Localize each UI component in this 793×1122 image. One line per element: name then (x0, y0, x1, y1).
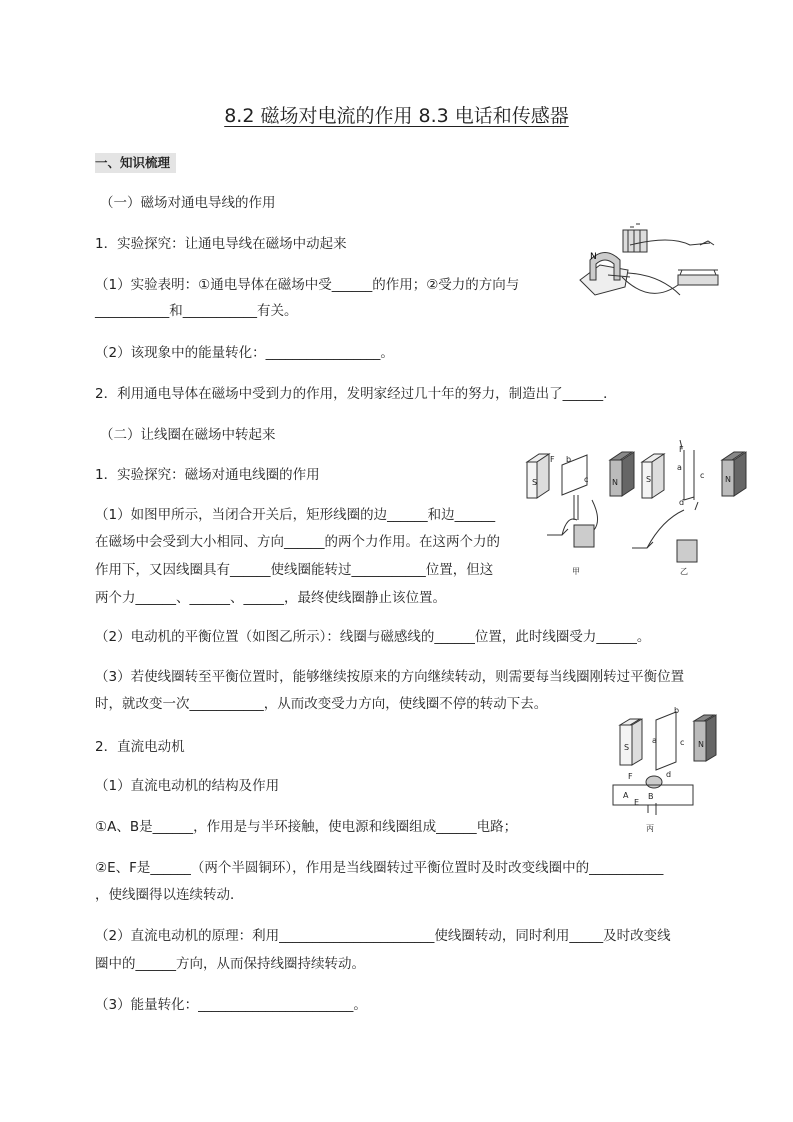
line-12: 两个力______、______、______，最终使线圈静止该位置。 (95, 590, 446, 606)
line-3: （1）实验表明：①通电导体在磁场中受______的作用；②受力的方向与 (95, 277, 520, 293)
line-22: 圈中的______方向，从而保持线圈持续转动。 (95, 956, 365, 972)
fig3-N: N (698, 740, 704, 749)
line-18: ①A、B是______，作用是与半环接触，使电源和线圈组成______电路； (95, 819, 518, 835)
figure-apparatus (570, 215, 730, 310)
fig3-F: F (628, 772, 633, 781)
line-7: （二）让线圈在磁场中转起来 (100, 427, 276, 443)
line-19: ②E、F是______（两个半圆铜环），作用是当线圈转过平衡位置时及时改变线圈中的___________ (95, 860, 664, 876)
line-16: 2．直流电动机 (95, 739, 185, 755)
fig2-F: F (550, 455, 555, 464)
line-23: （3）能量转化：_______________________。 (95, 997, 367, 1013)
fig3-S: S (624, 743, 630, 752)
fig2-b: b (566, 455, 572, 464)
section-heading: 一、知识梳理 (95, 153, 176, 173)
fig3-b: b (674, 706, 680, 715)
line-9: （1）如图甲所示，当闭合开关后，矩形线圈的边______和边______ (95, 507, 496, 523)
fig2-a: a (677, 463, 682, 472)
fig2-label-yi: 乙 (680, 567, 688, 576)
fig3-A: A (623, 791, 629, 800)
figure-dc-motor (608, 705, 728, 835)
page-title: 8.2 磁场对电流的作用 8.3 电话和传感器 (224, 105, 569, 127)
fig3-a: a (652, 736, 657, 745)
fig1-N: N (590, 252, 597, 262)
line-1: （一）磁场对通电导线的作用 (100, 195, 276, 211)
line-20: ，使线圈得以连续转动． (95, 887, 244, 903)
line-11: 作用下，又因线圈具有______使线圈能转过___________位置，但这 (95, 562, 494, 578)
figure-coil-jia-yi (522, 440, 747, 580)
line-8: 1．实验探究：磁场对通电线圈的作用 (95, 467, 320, 483)
fig2-N2: N (725, 475, 731, 484)
fig2-label-jia: 甲 (572, 567, 580, 576)
line-17: （1）直流电动机的结构及作用 (95, 778, 280, 794)
fig3-E: E (634, 798, 640, 807)
fig3-c: c (680, 738, 685, 747)
line-21: （2）直流电动机的原理：利用_______________________使线圈转动，同时利用_____及时改变线 (95, 928, 671, 944)
fig2-d: d (679, 498, 685, 507)
line-4: ___________和___________有关。 (95, 303, 298, 319)
fig3-B: B (648, 792, 654, 801)
line-2: 1．实验探究：让通电导线在磁场中动起来 (95, 236, 347, 252)
fig2-c2: c (700, 471, 705, 480)
fig2-c: c (584, 475, 589, 484)
line-15: 时，就改变一次___________，从而改变受力方向，使线圈不停的转动下去。 (95, 696, 548, 712)
fig2-N: N (612, 478, 618, 487)
fig2-S2: S (646, 475, 652, 484)
fig2-S: S (532, 478, 538, 487)
fig3-label-bing: 丙 (646, 824, 654, 833)
line-6: 2．利用通电导体在磁场中受到力的作用，发明家经过几十年的努力，制造出了______． (95, 386, 617, 402)
line-5: （2）该现象中的能量转化：_________________。 (95, 345, 394, 361)
line-14: （3）若使线圈转至平衡位置时，能够继续按原来的方向继续转动，则需要每当线圈刚转过平衡位置 (95, 669, 685, 685)
fig3-d: d (666, 770, 672, 779)
line-13: （2）电动机的平衡位置（如图乙所示）：线圈与磁感线的______位置，此时线圈受力______。 (95, 629, 651, 645)
fig2-F2: F (679, 445, 684, 454)
line-10: 在磁场中会受到大小相同、方向______的两个力作用。在这两个力的 (95, 534, 500, 550)
